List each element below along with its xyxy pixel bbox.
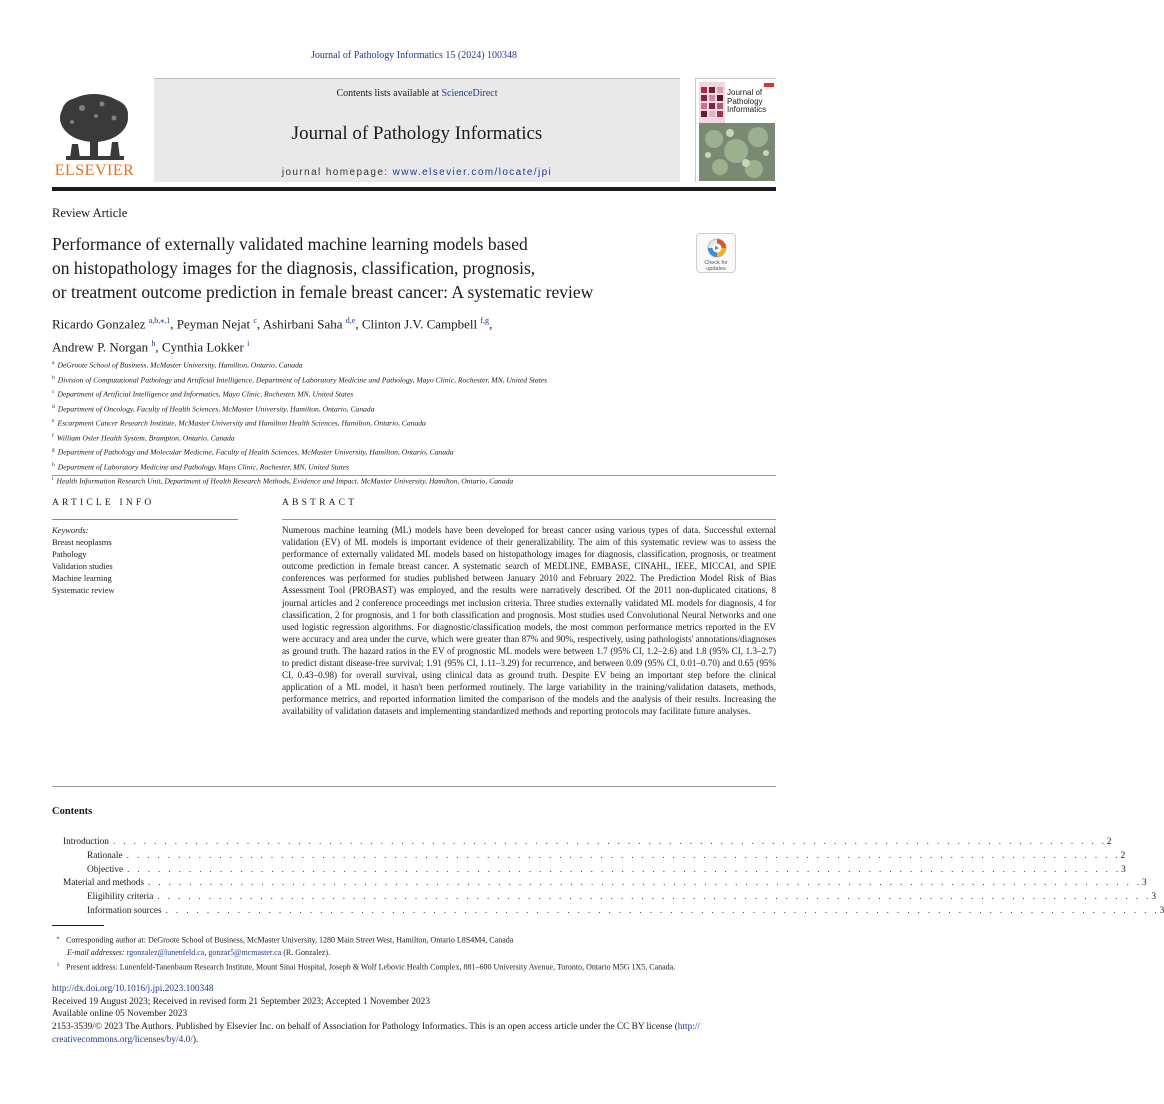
toc-item-material-and-methods[interactable]: [52, 877, 1147, 891]
toc-leader-dots: . . . . . . . . . . . . . . . . . . . . . . . . . . . . . . . . . . . . . . . . . . . . . . . . . . . . . . . . . . . . . . . . . . . . . . . . . . . . . . . . . . . . . . . . . . . . . . . . .: [126, 849, 1121, 860]
affiliation-key: e: [52, 418, 55, 425]
email-link[interactable]: rgonzalez@lunenfeld.ca: [126, 947, 205, 957]
footnote-marker: ⁎: [56, 935, 60, 941]
toc-page-number: 2: [1106, 837, 1112, 847]
affiliation-key: i: [52, 476, 54, 483]
abstract-heading: ABSTRACT: [282, 498, 358, 508]
author-name[interactable]: Clinton J.V. Campbell: [361, 316, 478, 332]
present-address-text: Present address: Lunenfeld-Tanenbaum Research Institute, Mount Sinai Hospital, Joseph & Wolf Lebovic Health Complex, 881–600 University Avenue, Toronto, Ontario M5G 1X5, Canada.: [66, 962, 676, 972]
author-name[interactable]: Ricardo Gonzalez: [52, 316, 146, 332]
article-info-heading: ARTICLE INFO: [52, 498, 155, 508]
cover-title-line-2: Pathology: [727, 96, 763, 106]
affiliation-text: Department of Artificial Intelligence and Informatics, Mayo Clinic, Rochester, MN, United States: [57, 389, 354, 399]
received-dates: Received 19 August 2023; Received in revised form 21 September 2023; Accepted 1 November 2023: [52, 996, 430, 1007]
author-line-1: [52, 311, 752, 334]
abstract-body: Numerous machine learning (ML) models have been developed for breast cancer using various types of data. Successful external validation (EV) of ML models is important evidence of their generalizability. The aim of this systematic review was to assess the performance of externally validated ML models based on histopathology images for diagnosis, classification, prognosis, or treatment outcome prediction in female breast cancer. A systematic search of MEDLINE, EMBASE, CINAHL, IEEE, MICCAI, and SPIE conferences was performed for studies published between January 2010 and February 2022. The Prediction Model Risk of Bias Assessment Tool (PROBAST) was employed, and the results were narratively described. Of the 2011 non-duplicated citations, 8 journal articles and 2 conference proceedings met inclusion criteria. Three studies externally validated ML models for diagnosis, 4 for classification, 2 for prognosis, and 1 for both classification and prognosis. Most studies used Convolutional Neural Networks and one used logistic regression algorithms. For diagnostic/classification models, the most common performance metrics reported in the EV were accuracy and area under the curve, which were greater than 87% and 90%, respectively, using pathologists' annotations/diagnoses as ground truth. The hazard ratios in the EV of prognostic ML models were between 1.7 (95% CI, 1.2–2.6) and 1.8 (95% CI, 1.3–2.7) to predict distant disease-free survival; 1.91 (95% CI, 1.11–3.29) for recurrence, and between 0.09 (95% CI, 0.01–0.70) and 0.65 (95% CI, 0.43–0.98) for overall survival, using clinical data as ground truth. Despite EV being an important step before the clinical application of a ML model, it hasn't been performed routinely. The large variability in the training/validation datasets, methods, performance metrics, and reported information limited the comparison of the models and the analysis of their results. Increasing the availability of validation datasets and implementing standardized methods and reporting protocols may facilitate future analyses.: [282, 525, 776, 717]
toc-item-introduction[interactable]: [52, 836, 1112, 850]
author-separator: ,: [170, 316, 177, 332]
elsevier-wordmark: ELSEVIER: [54, 162, 135, 179]
affiliation-text: Department of Laboratory Medicine and Pathology, Mayo Clinic, Rochester, MN, United States: [57, 462, 350, 472]
journal-homepage: [154, 167, 680, 178]
toc-item-objective[interactable]: [52, 863, 1126, 878]
toc-leader-dots: . . . . . . . . . . . . . . . . . . . . . . . . . . . . . . . . . . . . . . . . . . . . . . . . . . . . . . . . . . . . . . . . . . . . . . . . . . . . . . . . . . . . . . . . . . . . . . . . .: [157, 891, 1152, 902]
toc-leader-dots: . . . . . . . . . . . . . . . . . . . . . . . . . . . . . . . . . . . . . . . . . . . . . . . . . . . . . . . . . . . . . . . . . . . . . . . . . . . . . . . . . . . . . . . . . . . . . . . . .: [165, 904, 1160, 915]
affiliation-key: a: [52, 360, 55, 366]
author-affiliation-marker[interactable]: h: [151, 339, 156, 349]
affiliation-text: Health Information Research Unit, Department of Health Research Methods, Evidence and Impact, McMaster University, Hamilton, Ontario, Canada: [56, 476, 514, 486]
author-list: [52, 311, 752, 358]
toc-item-information-sources[interactable]: [52, 904, 1164, 919]
keywords-label: Keywords:: [52, 525, 89, 535]
author-line-2: [52, 334, 752, 357]
cover-title-line-3: Informatics: [727, 105, 767, 114]
toc-leader-dots: . . . . . . . . . . . . . . . . . . . . . . . . . . . . . . . . . . . . . . . . . . . . . . . . . . . . . . . . . . . . . . . . . . . . . . . . . . . . . . . . . . . . . . . . . . . . . . . . .: [112, 836, 1107, 846]
affiliation-text: William Osler Health System, Brampton, Ontario, Canada: [56, 433, 235, 443]
sciencedirect-link[interactable]: ScienceDirect: [441, 88, 498, 99]
affiliation-item: [52, 459, 776, 474]
affiliation-item: [52, 401, 776, 416]
contents-availability: [154, 88, 680, 99]
affiliation-text: DeGroote School of Business, McMaster University, Hamilton, Ontario, Canada: [57, 360, 303, 370]
affiliation-key: d: [52, 403, 55, 410]
license-text: 2153-3539/© 2023 The Authors. Published by Elsevier Inc. on behalf of Association for Pathology Informatics. This is an open access article under the CC BY license (: [52, 1022, 678, 1033]
author-separator: ,: [256, 316, 263, 332]
license-link-part-2[interactable]: creativecommons.org/licenses/by/4.0/: [52, 1034, 193, 1045]
toc-item-title: Eligibility criteria: [87, 892, 154, 903]
toc-item-title: Objective: [87, 864, 124, 875]
check-updates-line-2: updates: [706, 266, 726, 272]
email-link[interactable]: gonzar5@mcmaster.ca: [208, 947, 282, 957]
journal-title: Journal of Pathology Informatics: [291, 123, 543, 144]
doi-link[interactable]: http://dx.doi.org/10.1016/j.jpi.2023.100348: [52, 984, 214, 994]
title-line-3: or treatment outcome prediction in female breast cancer: A systematic review: [52, 282, 594, 302]
keyword-item[interactable]: Breast neoplasms: [52, 537, 112, 547]
article-type: Review Article: [52, 206, 128, 220]
toc-page-number: 3: [1159, 905, 1164, 916]
journal-cover-thumbnail[interactable]: [695, 78, 776, 182]
abstract-divider: [282, 519, 776, 520]
affiliation-key: c: [52, 389, 55, 396]
affiliation-list: [52, 357, 776, 488]
license-link-part-1[interactable]: http://: [677, 1022, 701, 1033]
keyword-item[interactable]: Validation studies: [52, 561, 113, 571]
toc-item-title: Material and methods: [63, 878, 145, 889]
author-separator: ,: [355, 316, 362, 332]
toc-page-number: 2: [1120, 850, 1126, 861]
toc-item-rationale[interactable]: [52, 849, 1126, 864]
affiliation-key: f: [52, 432, 54, 439]
author-affiliation-marker[interactable]: c: [253, 316, 257, 325]
check-for-updates-button[interactable]: [696, 233, 736, 273]
author-name[interactable]: Cynthia Lokker: [161, 339, 244, 355]
journal-citation-link[interactable]: Journal of Pathology Informatics 15 (2024) 100348: [310, 50, 518, 61]
affiliation-key: b: [52, 374, 55, 381]
author-affiliation-marker[interactable]: a,b,⁎,1: [148, 316, 171, 325]
affiliation-text: Escarpment Cancer Research Institute, McMaster University and Hamilton Health Sciences, Hamilton, Ontario, Canada: [57, 418, 426, 428]
table-of-contents: [52, 836, 1164, 919]
title-line-2: on histopathology images for the diagnosis, classification, prognosis,: [52, 258, 536, 278]
keyword-item[interactable]: Pathology: [52, 549, 87, 559]
affiliation-item: [52, 415, 776, 430]
article-title: [52, 232, 672, 304]
title-line-1: Performance of externally validated machine learning models based: [52, 234, 528, 254]
affiliation-text: Department of Oncology, Faculty of Health Sciences, McMaster University, Hamilton, Ontario, Canada: [57, 404, 375, 414]
keyword-item[interactable]: Systematic review: [52, 585, 115, 595]
affiliation-key: h: [52, 461, 55, 468]
affiliation-text: Division of Computational Pathology and Artificial Intelligence, Department of Laboratory Medicine and Pathology, Mayo Clinic, Rochester, MN, United States: [57, 375, 548, 385]
author-separator: ,: [155, 339, 162, 355]
email-note: [52, 947, 776, 959]
publication-info: [52, 983, 776, 1047]
toc-item-title: Introduction: [63, 837, 109, 847]
article-info-divider: [52, 519, 238, 520]
affiliation-item: [52, 372, 776, 387]
toc-leader-dots: . . . . . . . . . . . . . . . . . . . . . . . . . . . . . . . . . . . . . . . . . . . . . . . . . . . . . . . . . . . . . . . . . . . . . . . . . . . . . . . . . . . . . . . . . . . . . . . . .: [148, 877, 1143, 888]
email-suffix: (R. Gonzalez).: [281, 947, 331, 957]
email-separator: ,: [204, 947, 209, 957]
homepage-link[interactable]: www.elsevier.com/locate/jpi: [392, 167, 553, 178]
footnotes: [52, 932, 776, 973]
author-affiliation-marker[interactable]: i: [247, 339, 250, 349]
masthead-divider: [52, 187, 776, 191]
cover-title: [727, 89, 775, 115]
toc-page-number: 3: [1142, 878, 1147, 889]
author-name[interactable]: Andrew P. Norgan: [52, 339, 149, 355]
toc-item-title: Information sources: [87, 905, 162, 916]
contents-heading: Contents: [52, 806, 93, 817]
author-name[interactable]: Ashirbani Saha: [262, 316, 343, 332]
author-separator: ,: [489, 316, 493, 332]
contents-prefix: Contents lists available at: [336, 88, 442, 99]
homepage-prefix: journal homepage:: [281, 167, 393, 178]
cover-title-line-1: Journal of: [727, 88, 763, 97]
toc-item-eligibility-criteria[interactable]: [52, 891, 1156, 905]
email-label: E-mail addresses:: [67, 947, 127, 957]
affiliation-item: [52, 386, 776, 401]
toc-page-number: 3: [1151, 892, 1156, 903]
present-address-note: [52, 959, 776, 974]
affiliation-item: [52, 430, 776, 445]
footnote-marker: 1: [56, 961, 60, 968]
author-name[interactable]: Peyman Nejat: [176, 316, 251, 332]
affiliation-key: g: [52, 447, 55, 454]
affiliation-item: [52, 444, 776, 459]
author-affiliation-marker[interactable]: f,g: [480, 316, 490, 325]
license-end: ).: [192, 1034, 199, 1045]
journal-header-box: [154, 78, 680, 182]
check-for-updates-label: [697, 260, 735, 272]
contents-divider: [52, 786, 776, 787]
check-updates-line-1: Check for: [704, 260, 728, 266]
keywords-block: [52, 524, 238, 596]
keyword-item[interactable]: Machine learning: [52, 573, 112, 583]
corresponding-author-text: Corresponding author at: DeGroote School of Business, McMaster University, 1280 Main Street West, Hamilton, Ontario L8S4M4, Canada: [66, 935, 514, 945]
section-divider: [52, 475, 776, 476]
toc-leader-dots: . . . . . . . . . . . . . . . . . . . . . . . . . . . . . . . . . . . . . . . . . . . . . . . . . . . . . . . . . . . . . . . . . . . . . . . . . . . . . . . . . . . . . . . . . . . . . . . . .: [127, 863, 1122, 874]
license-statement: [52, 1021, 776, 1046]
author-affiliation-marker[interactable]: d,e: [345, 316, 356, 325]
available-online-date: Available online 05 November 2023: [52, 1009, 188, 1020]
corresponding-author-note: [52, 932, 776, 947]
affiliation-item: [52, 357, 776, 372]
footnote-divider: [52, 925, 104, 926]
toc-item-title: Rationale: [87, 850, 123, 861]
affiliation-text: Department of Pathology and Molecular Medicine, Faculty of Health Sciences, McMaster University, Hamilton, Ontario, Canada: [57, 447, 454, 457]
masthead: [52, 78, 776, 182]
toc-page-number: 3: [1121, 864, 1126, 875]
check-for-updates-icon: [697, 234, 737, 260]
